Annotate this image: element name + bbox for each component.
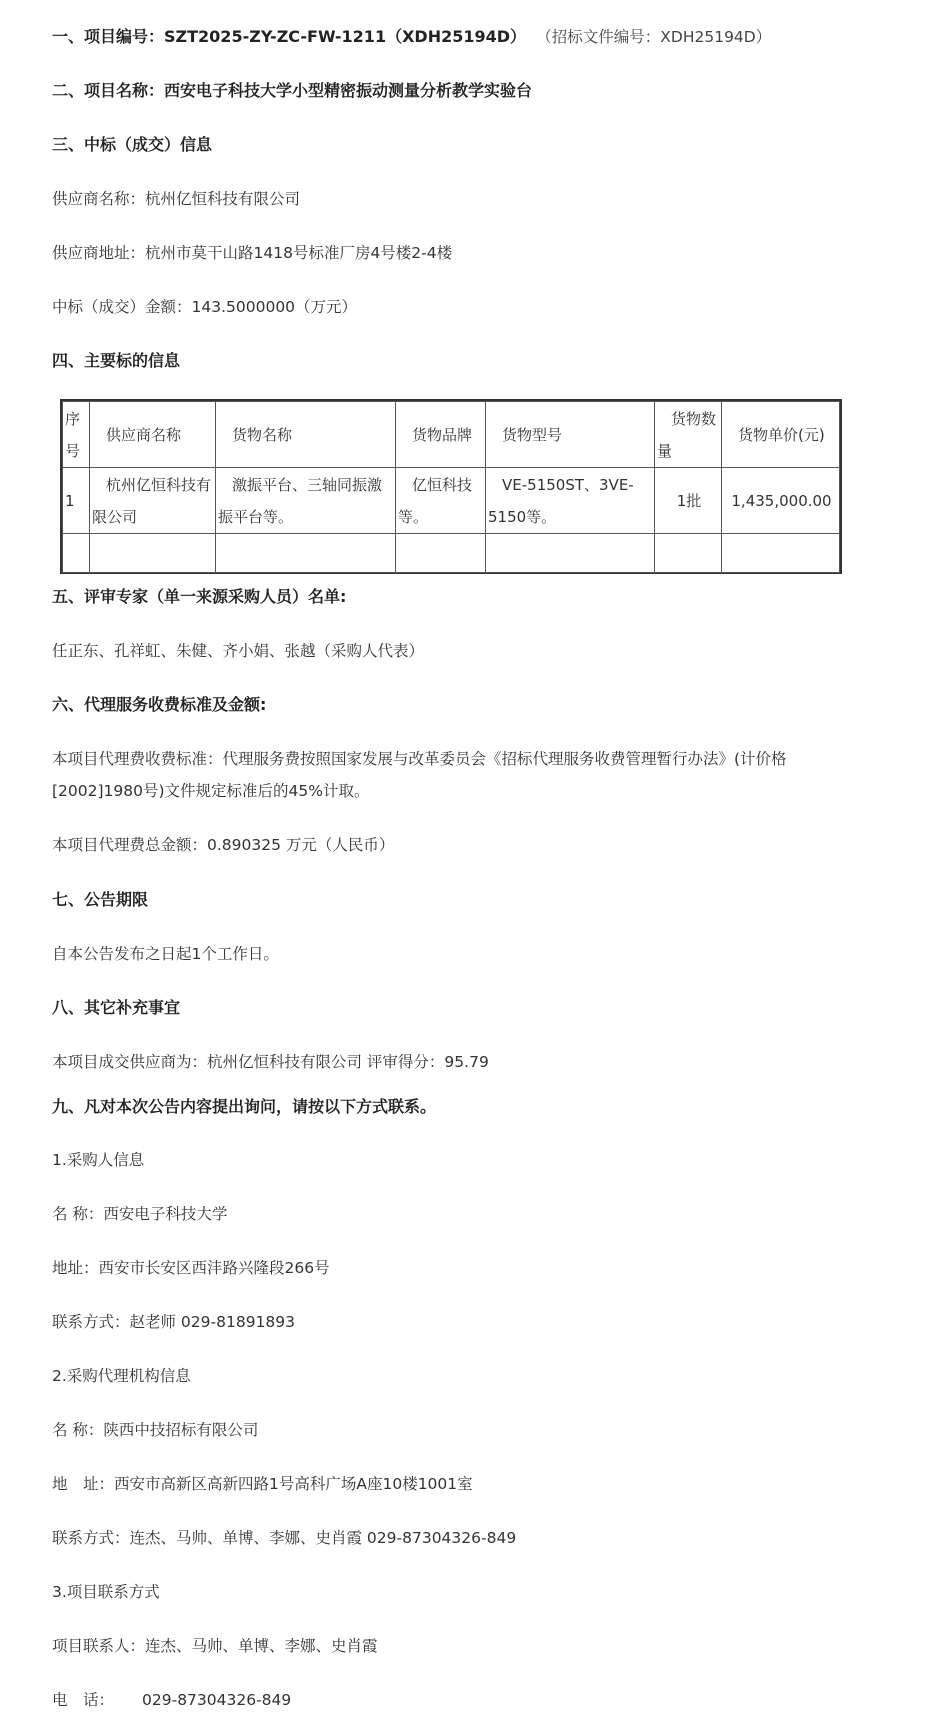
cell-index: 1 [63, 468, 90, 534]
agency-address: 地 址：西安市高新区高新四路1号高科广场A座10楼1001室 [52, 1475, 473, 1493]
empty-cell [216, 534, 396, 573]
purchaser-address: 地址：西安市长安区西沣路兴隆段266号 [52, 1259, 330, 1277]
award-amount: 中标（成交）金额：143.5000000（万元） [52, 298, 358, 316]
purchaser-contact: 联系方式：赵老师 029-81891893 [52, 1313, 295, 1331]
cell-unit-price: 1,435,000.00 [722, 468, 840, 534]
table-row-empty [63, 534, 840, 573]
tender-file-number: （招标文件编号：XDH25194D） [544, 28, 772, 46]
header-cell-goods-name: 货物名称 [216, 402, 396, 468]
table-header-row [63, 402, 840, 468]
header-cell-model: 货物型号 [486, 402, 655, 468]
purchaser-name: 名 称：西安电子科技大学 [52, 1205, 228, 1223]
project-contact-title: 3.项目联系方式 [52, 1583, 160, 1601]
expert-names: 任正东、孔祥虹、朱健、齐小娟、张越（采购人代表） [52, 642, 425, 660]
header-cell-supplier: 供应商名称 [90, 402, 216, 468]
section-notice-period: 七、公告期限 [52, 890, 149, 909]
agency-title: 2.采购代理机构信息 [52, 1367, 191, 1385]
header-cell-brand: 货物品牌 [396, 402, 486, 468]
section-contact: 九、凡对本次公告内容提出询问，请按以下方式联系。 [52, 1097, 437, 1116]
project-phone: 029-87304326-849 [142, 1691, 292, 1709]
section-award-info: 三、中标（成交）信息 [52, 135, 213, 154]
cell-brand: 亿恒科技等。 [396, 468, 486, 534]
empty-cell [90, 534, 216, 573]
project-phone-line [52, 1690, 291, 1710]
cell-goods-name: 激振平台、三轴同振激振平台等。 [216, 468, 396, 534]
header-cell-unit-price: 货物单价(元) [722, 402, 840, 468]
section-project-name: 二、项目名称：西安电子科技大学小型精密振动测量分析教学实验台 [52, 81, 533, 100]
project-phone-label: 电 话： [52, 1691, 115, 1709]
cell-model: VE-5150ST、3VE-5150等。 [486, 468, 655, 534]
project-contact-person: 项目联系人：连杰、马帅、单博、李娜、史肖霞 [52, 1637, 378, 1655]
section-main-items: 四、主要标的信息 [52, 351, 181, 370]
supplier-address: 供应商地址：杭州市莫干山路1418号标准厂房4号楼2-4楼 [52, 244, 453, 262]
empty-cell [396, 534, 486, 573]
section-supplementary: 八、其它补充事宜 [52, 998, 181, 1017]
cell-supplier: 杭州亿恒科技有限公司 [90, 468, 216, 534]
header-cell-index: 序号 [63, 402, 90, 468]
empty-cell [63, 534, 90, 573]
empty-cell [655, 534, 722, 573]
header-cell-quantity: 货物数量 [655, 402, 722, 468]
supplier-name: 供应商名称：杭州亿恒科技有限公司 [52, 190, 301, 208]
empty-cell [722, 534, 840, 573]
supplementary-text: 本项目成交供应商为：杭州亿恒科技有限公司 评审得分：95.79 [52, 1053, 489, 1071]
fee-standard: 本项目代理费收费标准：代理服务费按照国家发展与改革委员会《招标代理服务收费管理暂行办法》(计价格[2002]1980号)文件规定标准后的45%计取。 [52, 750, 787, 800]
empty-cell [486, 534, 655, 573]
table-row [63, 468, 840, 534]
section-agency-fee: 六、代理服务收费标准及金额: [52, 695, 267, 714]
fee-total: 本项目代理费总金额：0.890325 万元（人民币） [52, 836, 395, 854]
project-number-heading: 一、项目编号：SZT2025-ZY-ZC-FW-1211（XDH25194D） [52, 27, 527, 46]
notice-period-text: 自本公告发布之日起1个工作日。 [52, 945, 279, 963]
section-experts: 五、评审专家（单一来源采购人员）名单: [52, 587, 347, 606]
purchaser-title: 1.采购人信息 [52, 1151, 145, 1169]
agency-name: 名 称：陕西中技招标有限公司 [52, 1421, 259, 1439]
cell-quantity: 1批 [655, 468, 722, 534]
agency-contact: 联系方式：连杰、马帅、单博、李娜、史肖霞 029-87304326-849 [52, 1529, 517, 1547]
section-project-number [52, 27, 771, 47]
items-table [60, 399, 842, 574]
